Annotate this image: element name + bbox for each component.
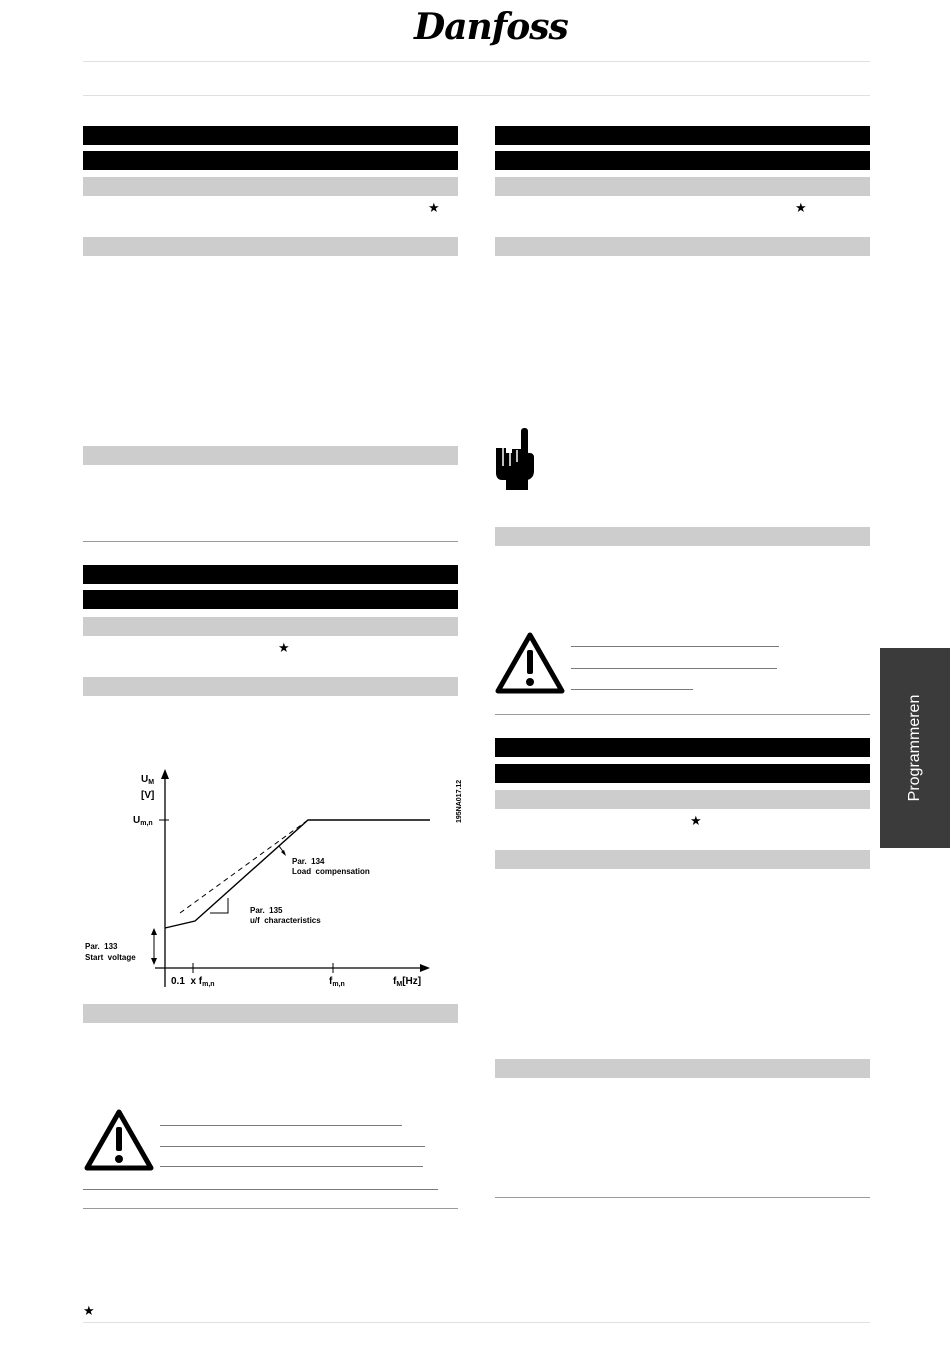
par133-label: Par. 133 — [85, 942, 118, 951]
warning-text-line — [160, 1166, 423, 1167]
chapter-tab-label: Programmeren — [906, 694, 923, 802]
x-axis-unit: [Hz] — [402, 976, 422, 987]
function-section-bar — [83, 677, 458, 696]
value-section-bar — [495, 177, 870, 196]
x-tick-high-symbol: f — [329, 976, 333, 987]
parameter-subtitle-bar — [495, 151, 870, 170]
x-axis-symbol: f — [393, 976, 397, 987]
x-tick-high-sub: m,n — [332, 981, 345, 988]
section-divider — [83, 541, 458, 542]
y-tick-sub: m,n — [140, 820, 153, 827]
figure-code: 195NA017.12 — [456, 779, 463, 823]
default-star-icon: ★ — [83, 1304, 95, 1319]
y-tick-symbol: U — [133, 815, 141, 826]
par133-desc: Start voltage — [85, 953, 136, 962]
default-star-icon: ★ — [428, 201, 440, 216]
description-section-bar — [83, 446, 458, 465]
y-axis-arrow-icon — [161, 769, 169, 779]
warning-text-line — [160, 1146, 425, 1147]
par134-desc: Load compensation — [292, 867, 370, 876]
value-section-bar — [495, 790, 870, 809]
parameter-subtitle-bar — [83, 151, 458, 170]
load-compensation-curve — [180, 820, 308, 913]
warning-text-line — [571, 668, 777, 669]
description-section-bar — [83, 1004, 458, 1023]
svg-text:0.1 x fm,n — [171, 976, 215, 988]
parameter-subtitle-bar — [83, 590, 458, 609]
warning-text-line — [83, 1189, 438, 1190]
footer-rule — [83, 1322, 870, 1323]
svg-text:fM[Hz] — [393, 976, 421, 988]
section-divider — [83, 1208, 458, 1209]
parameter-title-bar — [495, 738, 870, 757]
default-star-icon: ★ — [690, 814, 702, 829]
uf-characteristic-diagram — [80, 765, 465, 995]
x-axis-sub: M — [396, 981, 403, 988]
svg-text:fm,n — [329, 976, 345, 988]
y-axis-sub: M — [148, 779, 155, 786]
warning-triangle-icon — [83, 1108, 155, 1172]
warning-text-line — [160, 1125, 402, 1126]
function-section-bar — [495, 237, 870, 256]
description-section-bar — [495, 1059, 870, 1078]
header-rule-top — [83, 61, 870, 62]
x-axis-arrow-icon — [420, 964, 430, 972]
par135-desc: u/f characteristics — [250, 916, 321, 925]
function-section-bar — [495, 850, 870, 869]
parameter-title-bar — [83, 126, 458, 145]
pointing-hand-icon — [492, 426, 538, 492]
header-rule-bottom — [83, 95, 870, 96]
y-axis-unit: [V] — [141, 790, 155, 801]
default-star-icon: ★ — [795, 201, 807, 216]
par134-label: Par. 134 — [292, 857, 325, 866]
default-star-icon: ★ — [278, 641, 290, 656]
function-section-bar — [83, 237, 458, 256]
parameter-title-bar — [495, 126, 870, 145]
value-section-bar — [83, 177, 458, 196]
warning-text-line — [571, 646, 779, 647]
section-divider — [495, 714, 870, 715]
par135-label: Par. 135 — [250, 906, 283, 915]
y-axis-symbol: U — [141, 774, 149, 785]
svg-text:Um,n — [133, 815, 153, 827]
value-section-bar — [83, 617, 458, 636]
warning-triangle-icon — [494, 631, 566, 695]
warning-text-line — [571, 689, 693, 690]
parameter-subtitle-bar — [495, 764, 870, 783]
description-section-bar — [495, 527, 870, 546]
chapter-tab[interactable] — [880, 648, 950, 848]
svg-text:UM — [141, 774, 154, 786]
x-tick-low-sub: m,n — [202, 981, 215, 988]
x-tick-low-label: 0.1 x f — [171, 976, 203, 987]
parameter-title-bar — [83, 565, 458, 584]
brand-logo: Danfoss — [414, 6, 568, 48]
section-divider — [495, 1197, 870, 1198]
